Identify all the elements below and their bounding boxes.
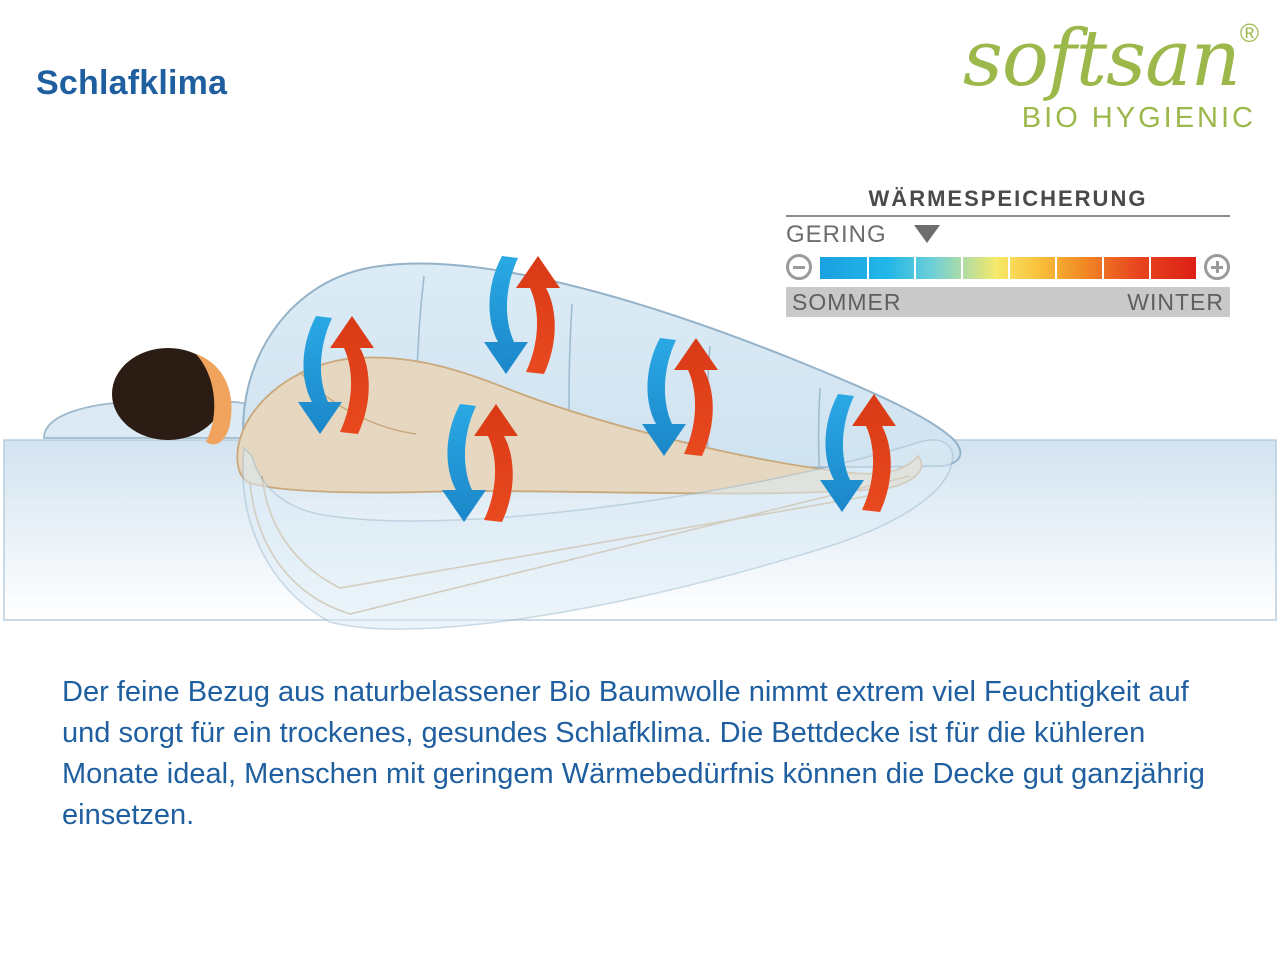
page-title: Schlafklima (36, 64, 228, 102)
logo-wordmark-text: softsan (962, 14, 1240, 104)
minus-icon (786, 254, 812, 280)
logo-wordmark (962, 14, 1258, 104)
scale-tick (867, 257, 869, 279)
scale-tick (1102, 257, 1104, 279)
description-text: Der feine Bezug aus naturbelassener Bio Baumwolle nimmt extrem viel Feuchtigkeit auf und sorgt für ein trockenes, gesundes Schlafklima. Die Bettdecke ist für die kühleren Monate ideal, Menschen mit geringem Wärmebedürfnis können die Decke gut ganzjährig einsetzen. (62, 676, 1205, 831)
logo-subtitle: BIO HYGIENIC (1021, 102, 1256, 134)
scale-tick (961, 257, 963, 279)
scale-divider (786, 215, 1230, 217)
scale-bar-row (786, 251, 1230, 285)
scale-tick (914, 257, 916, 279)
warmth-scale (786, 186, 1230, 317)
scale-tick (1149, 257, 1151, 279)
scale-marker-icon (914, 225, 940, 243)
season-label-winter: WINTER (1127, 289, 1224, 315)
brand-logo (858, 14, 1258, 158)
scale-gradient-bar (820, 257, 1196, 279)
scale-tick (1008, 257, 1010, 279)
registered-trademark-icon: ® (1239, 18, 1258, 48)
scale-tick (1055, 257, 1057, 279)
scale-title: WÄRMESPEICHERUNG (868, 186, 1148, 211)
season-label-summer: SOMMER (792, 289, 902, 315)
scale-season-row (786, 287, 1230, 317)
scale-level-label: GERING (786, 221, 887, 248)
scale-level-row (786, 221, 1230, 251)
plus-icon (1204, 254, 1230, 280)
